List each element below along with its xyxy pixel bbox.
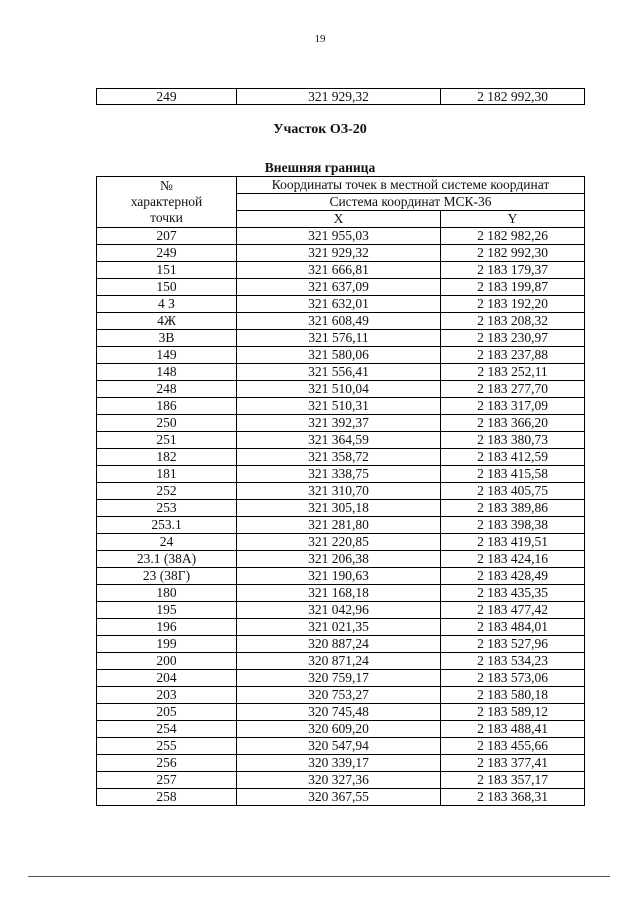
- table-row: [97, 619, 585, 636]
- y-cell: 2 183 405,75: [441, 483, 585, 500]
- table-row: [97, 551, 585, 568]
- table-row: [97, 245, 585, 262]
- x-cell: 321 206,38: [237, 551, 441, 568]
- table-row: [97, 381, 585, 398]
- y-header: Y: [441, 211, 585, 228]
- y-cell: 2 183 357,17: [441, 772, 585, 789]
- table-row: [97, 534, 585, 551]
- table-row: [97, 721, 585, 738]
- point-cell: 150: [97, 279, 237, 296]
- y-cell: 2 183 199,87: [441, 279, 585, 296]
- point-cell: 199: [97, 636, 237, 653]
- x-cell: 321 632,01: [237, 296, 441, 313]
- point-cell: 180: [97, 585, 237, 602]
- point-cell: 3В: [97, 330, 237, 347]
- table-row: [97, 364, 585, 381]
- x-cell: 321 220,85: [237, 534, 441, 551]
- point-cell: 24: [97, 534, 237, 551]
- y-cell: 2 183 277,70: [441, 381, 585, 398]
- point-cell: 249: [97, 245, 237, 262]
- coords-header: Координаты точек в местной системе координат: [237, 177, 585, 194]
- y-cell: 2 183 192,20: [441, 296, 585, 313]
- x-cell: 321 510,31: [237, 398, 441, 415]
- table-row: [97, 517, 585, 534]
- x-cell: 321 666,81: [237, 262, 441, 279]
- point-cell: 255: [97, 738, 237, 755]
- point-cell: 151: [97, 262, 237, 279]
- x-cell: 321 510,04: [237, 381, 441, 398]
- table-row: [97, 279, 585, 296]
- y-cell: 2 183 368,31: [441, 789, 585, 806]
- system-header: Система координат МСК-36: [237, 194, 585, 211]
- point-cell: 181: [97, 466, 237, 483]
- y-cell: 2 183 435,35: [441, 585, 585, 602]
- x-cell: 321 929,32: [237, 245, 441, 262]
- x-header: X: [237, 211, 441, 228]
- y-cell: 2 183 527,96: [441, 636, 585, 653]
- point-cell: 196: [97, 619, 237, 636]
- point-cell: 23 (38Г): [97, 568, 237, 585]
- point-cell: 256: [97, 755, 237, 772]
- table-row: [97, 296, 585, 313]
- x-cell: 321 021,35: [237, 619, 441, 636]
- y-cell: 2 183 412,59: [441, 449, 585, 466]
- x-cell: 321 042,96: [237, 602, 441, 619]
- point-cell: 182: [97, 449, 237, 466]
- point-cell: 200: [97, 653, 237, 670]
- x-cell: 321 576,11: [237, 330, 441, 347]
- table-row: [97, 636, 585, 653]
- y-cell: 2 183 317,09: [441, 398, 585, 415]
- x-cell: 321 929,32: [237, 89, 441, 105]
- y-cell: 2 182 992,30: [441, 245, 585, 262]
- table-row: [97, 670, 585, 687]
- x-cell: 320 745,48: [237, 704, 441, 721]
- point-cell: 254: [97, 721, 237, 738]
- y-cell: 2 182 982,26: [441, 228, 585, 245]
- y-cell: 2 183 428,49: [441, 568, 585, 585]
- table-row: [97, 330, 585, 347]
- table-row: [97, 313, 585, 330]
- table-row: [97, 568, 585, 585]
- table-row: [97, 755, 585, 772]
- y-cell: 2 183 415,58: [441, 466, 585, 483]
- point-cell: 204: [97, 670, 237, 687]
- point-cell: 249: [97, 89, 237, 105]
- table-row: [97, 432, 585, 449]
- table-row: [97, 262, 585, 279]
- table-row: [97, 347, 585, 364]
- point-cell: 252: [97, 483, 237, 500]
- y-cell: 2 183 419,51: [441, 534, 585, 551]
- point-cell: 4Ж: [97, 313, 237, 330]
- point-cell: 250: [97, 415, 237, 432]
- table-row: [97, 398, 585, 415]
- x-cell: 320 327,36: [237, 772, 441, 789]
- x-cell: 321 190,63: [237, 568, 441, 585]
- x-cell: 321 955,03: [237, 228, 441, 245]
- point-cell: 186: [97, 398, 237, 415]
- y-cell: 2 183 237,88: [441, 347, 585, 364]
- table-row: [97, 415, 585, 432]
- table-row: [97, 585, 585, 602]
- page-number: 19: [314, 33, 326, 45]
- point-cell: 203: [97, 687, 237, 704]
- x-cell: 320 547,94: [237, 738, 441, 755]
- x-cell: 321 637,09: [237, 279, 441, 296]
- table-row: [97, 704, 585, 721]
- y-cell: 2 183 455,66: [441, 738, 585, 755]
- y-cell: 2 183 252,11: [441, 364, 585, 381]
- x-cell: 321 364,59: [237, 432, 441, 449]
- point-cell: 258: [97, 789, 237, 806]
- table-row: [97, 653, 585, 670]
- table-row: [97, 500, 585, 517]
- y-cell: 2 183 389,86: [441, 500, 585, 517]
- x-cell: 320 759,17: [237, 670, 441, 687]
- y-cell: 2 183 488,41: [441, 721, 585, 738]
- x-cell: 321 556,41: [237, 364, 441, 381]
- point-cell: 257: [97, 772, 237, 789]
- y-cell: 2 183 179,37: [441, 262, 585, 279]
- table-row: [97, 602, 585, 619]
- section-title: Участок ОЗ-20: [273, 122, 367, 137]
- y-cell: 2 183 573,06: [441, 670, 585, 687]
- x-cell: 321 305,18: [237, 500, 441, 517]
- table-row: [97, 89, 585, 105]
- x-cell: 320 609,20: [237, 721, 441, 738]
- point-cell: 23.1 (38А): [97, 551, 237, 568]
- y-cell: 2 183 398,38: [441, 517, 585, 534]
- x-cell: 321 608,49: [237, 313, 441, 330]
- y-cell: 2 183 589,12: [441, 704, 585, 721]
- table-row: [97, 228, 585, 245]
- table-row: [97, 483, 585, 500]
- point-cell: 205: [97, 704, 237, 721]
- y-cell: 2 182 992,30: [441, 89, 585, 105]
- y-cell: 2 183 366,20: [441, 415, 585, 432]
- y-cell: 2 183 477,42: [441, 602, 585, 619]
- table-row: [97, 738, 585, 755]
- table-row: [97, 687, 585, 704]
- point-cell: 253: [97, 500, 237, 517]
- coordinates-table: [96, 176, 585, 806]
- coordinates-body: [97, 228, 585, 806]
- y-cell: 2 183 534,23: [441, 653, 585, 670]
- y-cell: 2 183 380,73: [441, 432, 585, 449]
- x-cell: 321 392,37: [237, 415, 441, 432]
- x-cell: 320 339,17: [237, 755, 441, 772]
- x-cell: 321 358,72: [237, 449, 441, 466]
- y-cell: 2 183 484,01: [441, 619, 585, 636]
- table-row: [97, 789, 585, 806]
- boundary-title: Внешняя граница: [264, 160, 376, 175]
- y-cell: 2 183 424,16: [441, 551, 585, 568]
- x-cell: 320 367,55: [237, 789, 441, 806]
- x-cell: 320 887,24: [237, 636, 441, 653]
- previous-table-tail: [96, 88, 585, 105]
- y-cell: 2 183 230,97: [441, 330, 585, 347]
- point-cell: 251: [97, 432, 237, 449]
- point-cell: 207: [97, 228, 237, 245]
- footer-divider: [28, 876, 610, 877]
- point-number-header: № характерной точки: [97, 177, 237, 228]
- x-cell: 321 338,75: [237, 466, 441, 483]
- x-cell: 320 753,27: [237, 687, 441, 704]
- y-cell: 2 183 580,18: [441, 687, 585, 704]
- point-cell: 4 З: [97, 296, 237, 313]
- table-row: [97, 772, 585, 789]
- y-cell: 2 183 377,41: [441, 755, 585, 772]
- x-cell: 321 281,80: [237, 517, 441, 534]
- table-row: [97, 449, 585, 466]
- point-cell: 149: [97, 347, 237, 364]
- table-row: [97, 466, 585, 483]
- point-cell: 248: [97, 381, 237, 398]
- x-cell: 321 580,06: [237, 347, 441, 364]
- y-cell: 2 183 208,32: [441, 313, 585, 330]
- point-cell: 253.1: [97, 517, 237, 534]
- point-cell: 195: [97, 602, 237, 619]
- x-cell: 321 168,18: [237, 585, 441, 602]
- x-cell: 321 310,70: [237, 483, 441, 500]
- point-cell: 148: [97, 364, 237, 381]
- header-row: [97, 177, 585, 194]
- x-cell: 320 871,24: [237, 653, 441, 670]
